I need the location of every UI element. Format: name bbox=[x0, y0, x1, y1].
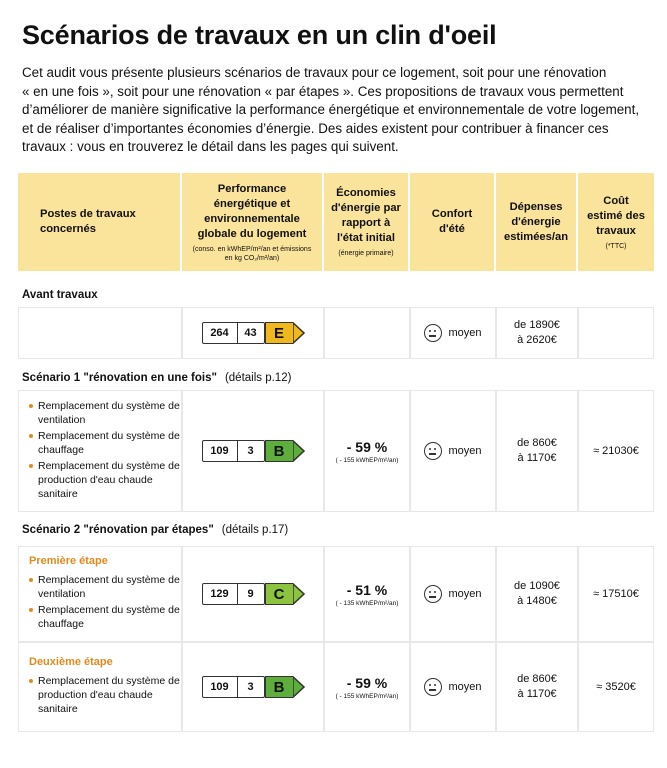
eco-kwh: ( - 155 kWhEP/m²/an) bbox=[335, 692, 399, 700]
class-letter: E bbox=[265, 322, 293, 344]
list-item: Remplacement du système de chauffage bbox=[29, 429, 181, 457]
depenses-max: à 2620€ bbox=[517, 334, 557, 346]
scenario1-depenses-cell bbox=[496, 390, 578, 512]
intro-line: Cet audit vous présente plusieurs scénarios de travaux pour ce logement, soit pour une rénovation bbox=[22, 65, 607, 80]
header-economies-label: Économies d'énergie par rapport à l'état initial bbox=[331, 187, 401, 244]
depenses-max: à 1170€ bbox=[517, 452, 557, 464]
scenario1-cout-cell bbox=[578, 390, 654, 512]
cout-value: ≈ 21030€ bbox=[593, 445, 639, 457]
section-avant: Avant travaux bbox=[22, 289, 98, 301]
depenses-max: à 1480€ bbox=[517, 595, 557, 607]
cout-value: ≈ 3520€ bbox=[596, 681, 636, 693]
list-item: Remplacement du système de production d'eau chaude sanitaire bbox=[29, 674, 181, 716]
header-depenses-label: Dépenses d'énergie estimées/an bbox=[503, 200, 569, 243]
eco-kwh: ( - 155 kWhEP/m²/an) bbox=[335, 456, 399, 464]
section-scenario1 bbox=[22, 372, 291, 384]
class-badge-B bbox=[265, 440, 305, 462]
energy-values bbox=[202, 583, 265, 605]
etape2-economies-cell bbox=[324, 642, 410, 732]
avant-performance-cell bbox=[182, 307, 324, 359]
header-postes bbox=[18, 173, 180, 271]
header-performance bbox=[182, 173, 322, 271]
avant-confort-cell bbox=[410, 307, 496, 359]
class-letter: C bbox=[265, 583, 293, 605]
confort-value: moyen bbox=[448, 327, 482, 339]
emissions-value: 9 bbox=[247, 588, 254, 600]
list-item: Remplacement du système de chauffage bbox=[29, 603, 181, 631]
etape1-performance-cell bbox=[182, 546, 324, 642]
etape1-economies-cell bbox=[324, 546, 410, 642]
header-cout-label: Coût estimé des travaux bbox=[587, 194, 645, 237]
class-arrow-icon bbox=[293, 676, 305, 698]
energy-label bbox=[202, 322, 305, 344]
avant-economies-cell bbox=[324, 307, 410, 359]
etape2-depenses-cell bbox=[496, 642, 578, 732]
header-cout bbox=[578, 173, 654, 271]
scenario1-confort-cell bbox=[410, 390, 496, 512]
etape1-postes-cell bbox=[18, 546, 182, 642]
cout-value: ≈ 17510€ bbox=[593, 588, 639, 600]
section-scenario2 bbox=[22, 524, 288, 536]
scenario1-economies-cell bbox=[324, 390, 410, 512]
scenario1-ref: (détails p.12) bbox=[224, 372, 292, 384]
header-performance-sub: (conso. en kWhEP/m²/an et émissions en kg CO₂/m²/an) bbox=[192, 245, 312, 262]
conso-value: 129 bbox=[203, 584, 238, 604]
neutral-face-icon bbox=[424, 678, 442, 696]
depenses-min: de 860€ bbox=[517, 437, 557, 449]
etape1-cout-cell bbox=[578, 546, 654, 642]
etape1-depenses-cell bbox=[496, 546, 578, 642]
avant-depenses-cell bbox=[496, 307, 578, 359]
etape1-confort-cell bbox=[410, 546, 496, 642]
scenario1-title: Scénario 1 "rénovation en une fois" bbox=[22, 372, 217, 384]
scenario2-title: Scénario 2 "rénovation par étapes" bbox=[22, 524, 214, 536]
class-badge-E bbox=[265, 322, 305, 344]
header-cout-sub: (*TTC) bbox=[605, 242, 627, 250]
etape2-cout-cell bbox=[578, 642, 654, 732]
emissions-value: 3 bbox=[247, 445, 254, 457]
depenses-max: à 1170€ bbox=[517, 688, 557, 700]
class-letter: B bbox=[265, 676, 293, 698]
class-badge-B bbox=[265, 676, 305, 698]
scenario2-ref: (détails p.17) bbox=[221, 524, 289, 536]
energy-values bbox=[202, 440, 265, 462]
intro-line: et de réaliser d’importantes économies d’énergie. Des aides existent pour contribuer à financer ces bbox=[22, 120, 609, 136]
conso-value: 264 bbox=[203, 323, 238, 343]
confort-value: moyen bbox=[448, 445, 482, 457]
confort-value: moyen bbox=[448, 588, 482, 600]
intro-line: travaux : vous en trouverez le détail dans les pages qui suivent. bbox=[22, 139, 399, 154]
etape2-postes-cell bbox=[18, 642, 182, 732]
eco-percent: - 59 % bbox=[346, 438, 388, 455]
class-arrow-icon bbox=[293, 440, 305, 462]
list-item: Remplacement du système de ventilation bbox=[29, 399, 181, 427]
intro-line: « en une fois », soit pour une rénovation « par étapes ». Ces propositions de travaux vous permettent bbox=[22, 83, 624, 99]
conso-value: 109 bbox=[203, 677, 238, 697]
confort-value: moyen bbox=[448, 681, 482, 693]
emissions-value: 43 bbox=[244, 327, 257, 339]
eco-percent: - 59 % bbox=[346, 674, 388, 691]
etape1-title: Première étape bbox=[29, 555, 108, 567]
etape2-confort-cell bbox=[410, 642, 496, 732]
emissions-value: 3 bbox=[247, 681, 254, 693]
neutral-face-icon bbox=[424, 442, 442, 460]
etape2-performance-cell bbox=[182, 642, 324, 732]
depenses-min: de 1090€ bbox=[514, 580, 560, 592]
scenario1-postes-cell bbox=[18, 390, 182, 512]
depenses-min: de 860€ bbox=[517, 673, 557, 685]
header-postes-label: Postes de travaux concernés bbox=[40, 208, 136, 235]
eco-kwh: ( - 135 kWhEP/m²/an) bbox=[335, 599, 399, 607]
energy-label bbox=[202, 440, 305, 462]
header-confort bbox=[410, 173, 494, 271]
eco-percent: - 51 % bbox=[346, 581, 388, 598]
energy-values bbox=[202, 676, 265, 698]
energy-values bbox=[202, 322, 265, 344]
list-item: Remplacement du système de ventilation bbox=[29, 573, 181, 601]
header-confort-label: Confort d'été bbox=[431, 208, 473, 235]
avant-postes-cell bbox=[18, 307, 182, 359]
conso-value: 109 bbox=[203, 441, 238, 461]
class-arrow-icon bbox=[293, 583, 305, 605]
energy-label bbox=[202, 583, 305, 605]
page-title: Scénarios de travaux en un clin d'oeil bbox=[22, 20, 497, 50]
etape2-title: Deuxième étape bbox=[29, 656, 113, 668]
header-economies bbox=[324, 173, 408, 271]
avant-cout-cell bbox=[578, 307, 654, 359]
neutral-face-icon bbox=[424, 324, 442, 342]
intro-text bbox=[22, 64, 652, 157]
header-depenses bbox=[496, 173, 576, 271]
header-economies-sub: (énergie primaire) bbox=[338, 250, 394, 257]
header-performance-label: Performance énergétique et environnementale globale du logement bbox=[197, 182, 307, 240]
class-letter: B bbox=[265, 440, 293, 462]
neutral-face-icon bbox=[424, 585, 442, 603]
intro-line: d’améliorer de manière significative la performance énergétique et environnementale de votre logement, bbox=[22, 102, 640, 117]
class-badge-C bbox=[265, 583, 305, 605]
class-arrow-icon bbox=[293, 322, 305, 344]
list-item: Remplacement du système de production d'eau chaude sanitaire bbox=[29, 459, 181, 501]
energy-label bbox=[202, 676, 305, 698]
depenses-min: de 1890€ bbox=[514, 319, 560, 331]
scenario1-performance-cell bbox=[182, 390, 324, 512]
